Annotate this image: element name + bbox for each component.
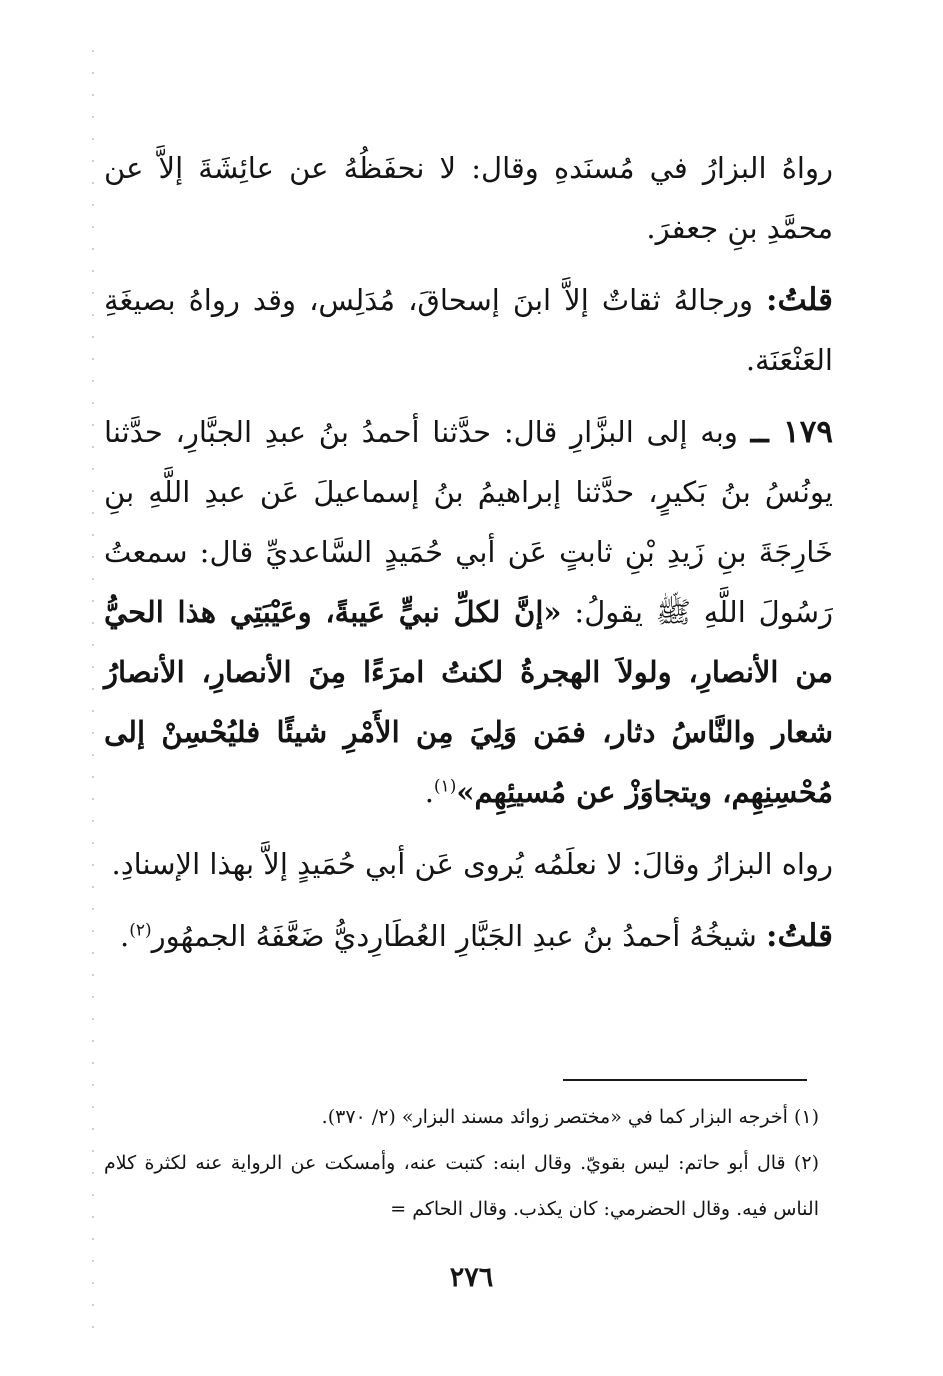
page-number: ٢٧٦	[449, 1262, 494, 1293]
paragraph-5	[104, 906, 833, 966]
footnote-marker-2: (٢)	[129, 920, 152, 941]
footnote-separator	[563, 1079, 807, 1081]
paragraph-4	[104, 834, 833, 894]
hadith-matn: «إنَّ لكلِّ نبيٍّ عَيبةً، وعَيْبَتِي هذا الحيُّ من الأنصارِ، ولولاَ الهجرةُ لكنتُ امرَءًا مِنَ الأنصارِ، الأنصارُ شعار والنَّاسُ دثار، فمَن وَلِيَ مِن الأَمْرِ شيئًا فليُحْسِنْ إلى مُحْسِنِهِم، ويتجاوَزْ عن مُسيئِهِم»	[104, 595, 833, 809]
hadith-isnad: وبه إلى البزَّارِ قال: حدَّثنا أحمدُ بنُ عبدِ الجبَّارِ، حدَّثنا يونُسُ بنُ بَكيرٍ، حدَّثنا إبراهيمُ بنُ إسماعيلَ عَن عبدِ اللَّهِ بنِ خَارِجَةَ بنِ زَيدِ بْنِ ثابتٍ عَن أبي حُمَيدٍ السَّاعديِّ قال: سمعتُ رَسُولَ اللَّهِ ﷺ يقولُ:	[104, 415, 834, 629]
paragraph-5-end-dot: .	[120, 919, 130, 953]
paragraph-1-text: رواهُ البزارُ في مُسنَدهِ وقال: لا نحفَظُهُ عن عائِشَةَ إلاَّ عن محمَّدِ بنِ جعفرَ.	[104, 151, 833, 245]
paragraph-2	[104, 270, 833, 390]
footnote-marker-1: (١)	[433, 776, 457, 797]
main-text	[104, 138, 833, 966]
footnote-2: (٢) قال أبو حاتم: ليس بقويّ. وقال ابنه: كتبت عنه، وأمسكت عن الرواية عنه لكثرة كلام الناس فيه. وقال الحضرمي: كان يكذب. وقال الحاكم =	[104, 1152, 819, 1220]
scan-artifact-dots	[92, 40, 94, 1340]
paragraph-2-lead: قلتُ:	[766, 282, 833, 318]
footnote-1: (١) أخرجه البزار كما في «مختصر زوائد مسند البزار» (٢/ ٣٧٠).	[321, 1106, 819, 1128]
hadith-179	[104, 402, 833, 822]
paragraph-4-text: رواه البزارُ وقالَ: لا نعلَمُه يُروى عَن أبي حُمَيدٍ إلاَّ بهذا الإسنادِ.	[111, 847, 833, 881]
hadith-number: ١٧٩ ــ	[750, 414, 833, 450]
footnotes	[104, 1094, 819, 1232]
paragraph-2-text: ورجالهُ ثقاتٌ إلاَّ ابنَ إسحاقَ، مُدَلِس، وقد رواهُ بصيغَةِ العَنْعَنَة.	[104, 283, 833, 377]
paragraph-1	[104, 138, 833, 258]
hadith-end-dot: .	[424, 775, 434, 809]
paragraph-5-text: شيخُهُ أحمدُ بنُ عبدِ الجَبَّارِ العُطَارِديُّ ضَعَّفَهُ الجمهُور	[151, 919, 757, 953]
paragraph-5-lead: قلتُ:	[766, 918, 833, 954]
